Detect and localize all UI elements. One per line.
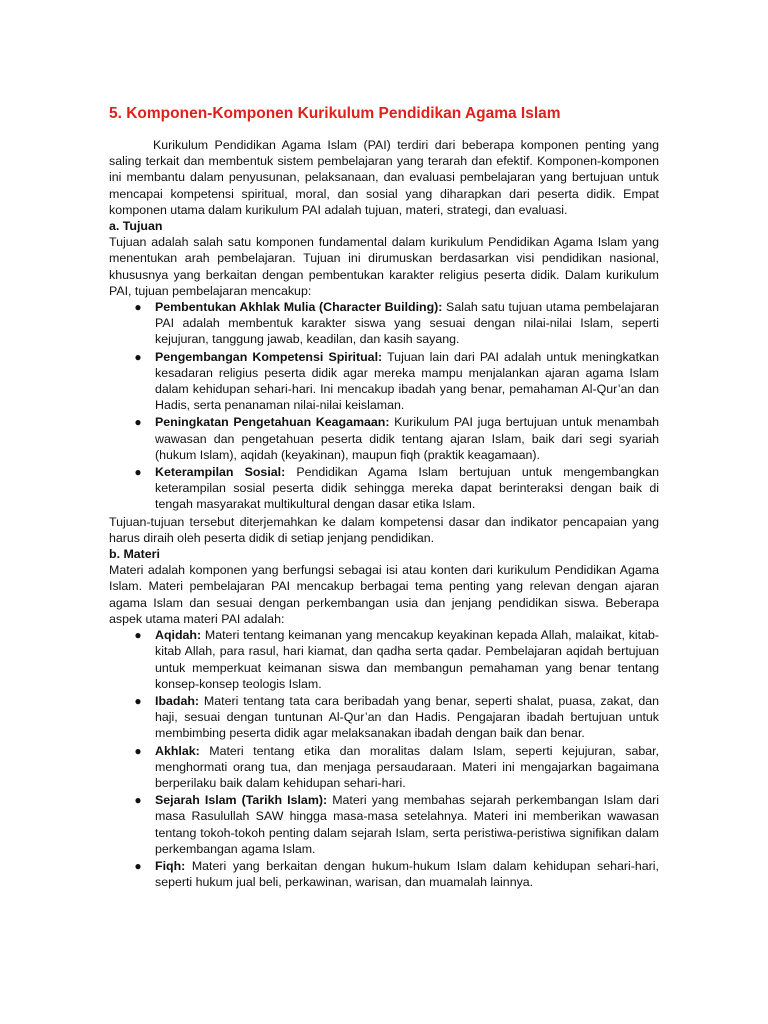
list-item-text: Salah satu tujuan utama pembelajaran PAI adalah membentuk karakter siswa yang sesuai dengan nilai-nilai Islam, seperti kejujuran, tanggung jawab, keadilan, dan kasih sayang. xyxy=(155,300,659,347)
list-item-text: Materi tentang keimanan yang mencakup keyakinan kepada Allah, malaikat, kitab-kitab Allah, para rasul, hari kiamat, dan qadha serta qadar. Pembelajaran aqidah bertujuan untuk memperkuat keimanan siswa dan membangun pemahaman yang benar tentang konsep-konsep teologis Islam. xyxy=(155,628,659,691)
list-item-text: Tujuan lain dari PAI adalah untuk meningkatkan kesadaran religius peserta didik agar mereka mampu menjalankan ajaran agama Islam dalam kehidupan sehari-hari. Ini mencakup ibadah yang benar, pemahaman Al-Qur’an dan Hadis, serta penanaman nilai-nilai keislaman. xyxy=(155,349,659,413)
list-item xyxy=(109,743,659,792)
tujuan-closing-paragraph: Tujuan-tujuan tersebut diterjemahkan ke dalam kompetensi dasar dan indikator pencapaian yang harus diraih oleh peserta didik di setiap jenjang pendidikan. xyxy=(109,514,659,545)
tujuan-list xyxy=(109,299,659,513)
list-item xyxy=(109,693,659,742)
list-item-term: Aqidah: xyxy=(155,628,202,643)
materi-paragraph: Materi adalah komponen yang berfungsi sebagai isi atau konten dari kurikulum Pendidikan Agama Islam. Materi pembelajaran PAI mencakup berbagai tema penting yang relevan dengan ajaran agama Islam dan sesuai dengan perkembangan usia dan jenjang pendidikan siswa. Beberapa aspek utama materi PAI adalah: xyxy=(109,563,659,626)
list-item-text: Materi yang membahas sejarah perkembangan Islam dari masa Rasulullah SAW hingga masa-masa setelahnya. Materi ini memberikan wawasan tentang tokoh-tokoh penting dalam sejarah Islam, serta peristiwa-peristiwa signifikan dalam perkembangan agama Islam. xyxy=(155,793,659,856)
bullet-icon: ● xyxy=(134,693,142,708)
tujuan-heading: a. Tujuan xyxy=(109,219,163,234)
bullet-icon: ● xyxy=(134,743,142,758)
list-item xyxy=(109,299,659,348)
bullet-icon: ● xyxy=(134,349,142,364)
bullet-icon: ● xyxy=(134,793,142,808)
list-item xyxy=(109,464,659,513)
bullet-icon: ● xyxy=(134,465,142,480)
materi-heading: b. Materi xyxy=(109,547,160,562)
list-item-term: Keterampilan Sosial: xyxy=(155,465,286,480)
list-item xyxy=(109,414,659,463)
tujuan-paragraph: Tujuan adalah salah satu komponen fundamental dalam kurikulum Pendidikan Agama Islam yang menentukan arah pembelajaran. Tujuan ini dirumuskan berdasarkan visi pendidikan nasional, khususnya yang berkaitan dengan pembentukan karakter religius peserta didik. Dalam kurikulum PAI, tujuan pembelajaran mencakup: xyxy=(109,235,659,298)
bullet-icon: ● xyxy=(134,300,142,315)
materi-list xyxy=(109,627,659,890)
bullet-icon: ● xyxy=(134,415,142,430)
list-item-term: Ibadah: xyxy=(155,693,200,708)
list-item-term: Pengembangan Kompetensi Spiritual: xyxy=(155,349,383,364)
list-item xyxy=(109,792,659,857)
list-item-text: Materi tentang etika dan moralitas dalam Islam, seperti kejujuran, sabar, menghormati orang tua, dan menjaga persaudaraan. Materi ini mengajarkan bagaimana berperilaku baik dalam kehidupan sehari-hari. xyxy=(155,743,659,790)
list-item-text: Pendidikan Agama Islam bertujuan untuk mengembangkan keterampilan sosial peserta didik sehingga mereka dapat berinteraksi dengan baik di tengah masyarakat multikultural dengan dasar etika Islam. xyxy=(155,465,660,512)
bullet-icon: ● xyxy=(134,858,142,873)
list-item-term: Akhlak: xyxy=(155,743,200,758)
list-item xyxy=(109,627,659,692)
list-item-term: Pembentukan Akhlak Mulia (Character Building): xyxy=(155,300,443,315)
list-item xyxy=(109,349,659,414)
list-item-term: Sejarah Islam (Tarikh Islam): xyxy=(155,793,328,808)
list-item-term: Peningkatan Pengetahuan Keagamaan: xyxy=(155,415,390,430)
list-item-text: Materi yang berkaitan dengan hukum-hukum Islam dalam kehidupan sehari-hari, seperti hukum jual beli, perkawinan, warisan, dan muamalah lainnya. xyxy=(155,858,659,890)
list-item-term: Fiqh: xyxy=(155,858,186,873)
list-item-text: Kurikulum PAI juga bertujuan untuk menambah wawasan dan pengetahuan peserta didik tentang ajaran Islam, baik dari segi syariah (hukum Islam), aqidah (keyakinan), maupun fiqh (praktik keagamaan). xyxy=(155,415,659,462)
intro-paragraph: Kurikulum Pendidikan Agama Islam (PAI) terdiri dari beberapa komponen penting yang saling terkait dan membentuk sistem pembelajaran yang terarah dan efektif. Komponen-komponen ini membantu dalam penyusunan, pelaksanaan, dan evaluasi pembelajaran yang bertujuan untuk mencapai kompetensi spiritual, moral, dan sosial yang diharapkan dari peserta didik. Empat komponen utama dalam kurikulum PAI adalah tujuan, materi, strategi, dan evaluasi. xyxy=(109,138,659,217)
document-page xyxy=(109,104,659,891)
bullet-icon: ● xyxy=(134,628,142,643)
section-title: 5. Komponen-Komponen Kurikulum Pendidikan Agama Islam xyxy=(109,105,561,122)
list-item-text: Materi tentang tata cara beribadah yang benar, seperti shalat, puasa, zakat, dan haji, sesuai dengan tuntunan Al-Qur’an dan Hadis. Pengajaran ibadah bertujuan untuk membimbing peserta didik agar melaksanakan ibadah dengan baik dan benar. xyxy=(155,693,659,741)
list-item xyxy=(109,858,659,890)
